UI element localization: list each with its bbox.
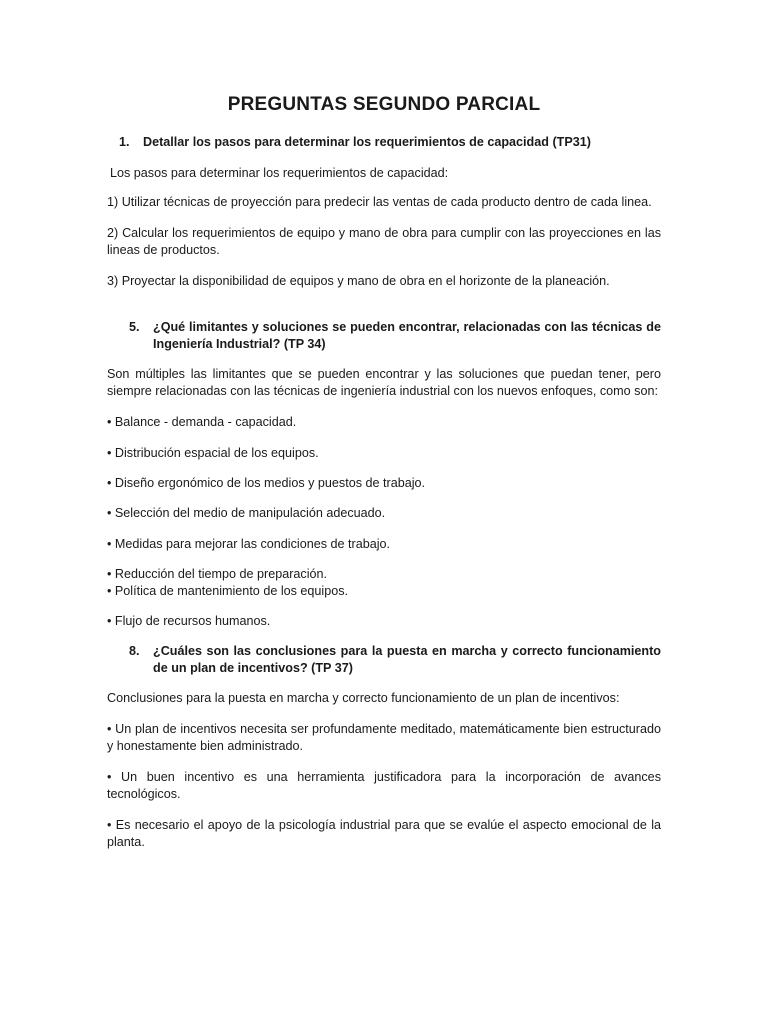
question-5-number: 5.: [129, 320, 140, 334]
document-title: PREGUNTAS SEGUNDO PARCIAL: [227, 94, 541, 115]
question-1-number: 1.: [119, 135, 130, 149]
question-8-number: 8.: [129, 644, 140, 658]
answer-5-bullet-3: • Diseño ergonómico de los medios y puestos de trabajo.: [107, 476, 426, 490]
answer-1-step-2: 2) Calcular los requerimientos de equipo y mano de obra para cumplir con las proyecciones en las lineas de productos.: [107, 226, 661, 257]
answer-5-bullet-1: • Balance - demanda - capacidad.: [107, 415, 297, 429]
answer-5-bullet-4: • Selección del medio de manipulación adecuado.: [107, 506, 386, 520]
answer-8-bullet-2: • Un buen incentivo es una herramienta justificadora para la incorporación de avances tecnológicos.: [107, 770, 661, 801]
answer-8-intro: Conclusiones para la puesta en marcha y correcto funcionamiento de un plan de incentivos:: [107, 691, 620, 705]
answer-5-bullet-5: • Medidas para mejorar las condiciones de trabajo.: [107, 537, 391, 551]
answer-5-bullet-6: • Reducción del tiempo de preparación.: [107, 567, 328, 581]
question-5: [129, 319, 661, 353]
answer-8-bullet-3: • Es necesario el apoyo de la psicología industrial para que se evalúe el aspecto emocional de la planta.: [107, 818, 661, 849]
answer-1-intro: Los pasos para determinar los requerimientos de capacidad:: [110, 166, 449, 180]
answer-1-step-1: 1) Utilizar técnicas de proyección para predecir las ventas de cada producto dentro de cada linea.: [107, 195, 652, 209]
question-8: [129, 643, 661, 677]
answer-5-intro: Son múltiples las limitantes que se pueden encontrar y las soluciones que puedan tener, pero siempre relacionadas con las técnicas de ingeniería industrial con los nuevos enfoques, como son:: [107, 367, 661, 398]
question-8-text: ¿Cuáles son las conclusiones para la puesta en marcha y correcto funcionamiento de un plan de incentivos? (TP 37): [153, 644, 661, 675]
answer-1-step-3: 3) Proyectar la disponibilidad de equipos y mano de obra en el horizonte de la planeación.: [107, 274, 610, 288]
question-1: [119, 134, 663, 151]
answer-5-bullet-8: • Flujo de recursos humanos.: [107, 614, 271, 628]
question-1-text: Detallar los pasos para determinar los requerimientos de capacidad (TP31): [143, 135, 591, 149]
answer-8-bullet-1: • Un plan de incentivos necesita ser profundamente meditado, matemáticamente bien estructurado y honestamente bien administrado.: [107, 722, 661, 753]
answer-5-bullet-7: • Política de mantenimiento de los equipos.: [107, 584, 349, 598]
question-5-text: ¿Qué limitantes y soluciones se pueden encontrar, relacionadas con las técnicas de Ingeniería Industrial? (TP 34): [153, 320, 661, 351]
answer-5-bullet-2: • Distribución espacial de los equipos.: [107, 446, 319, 460]
